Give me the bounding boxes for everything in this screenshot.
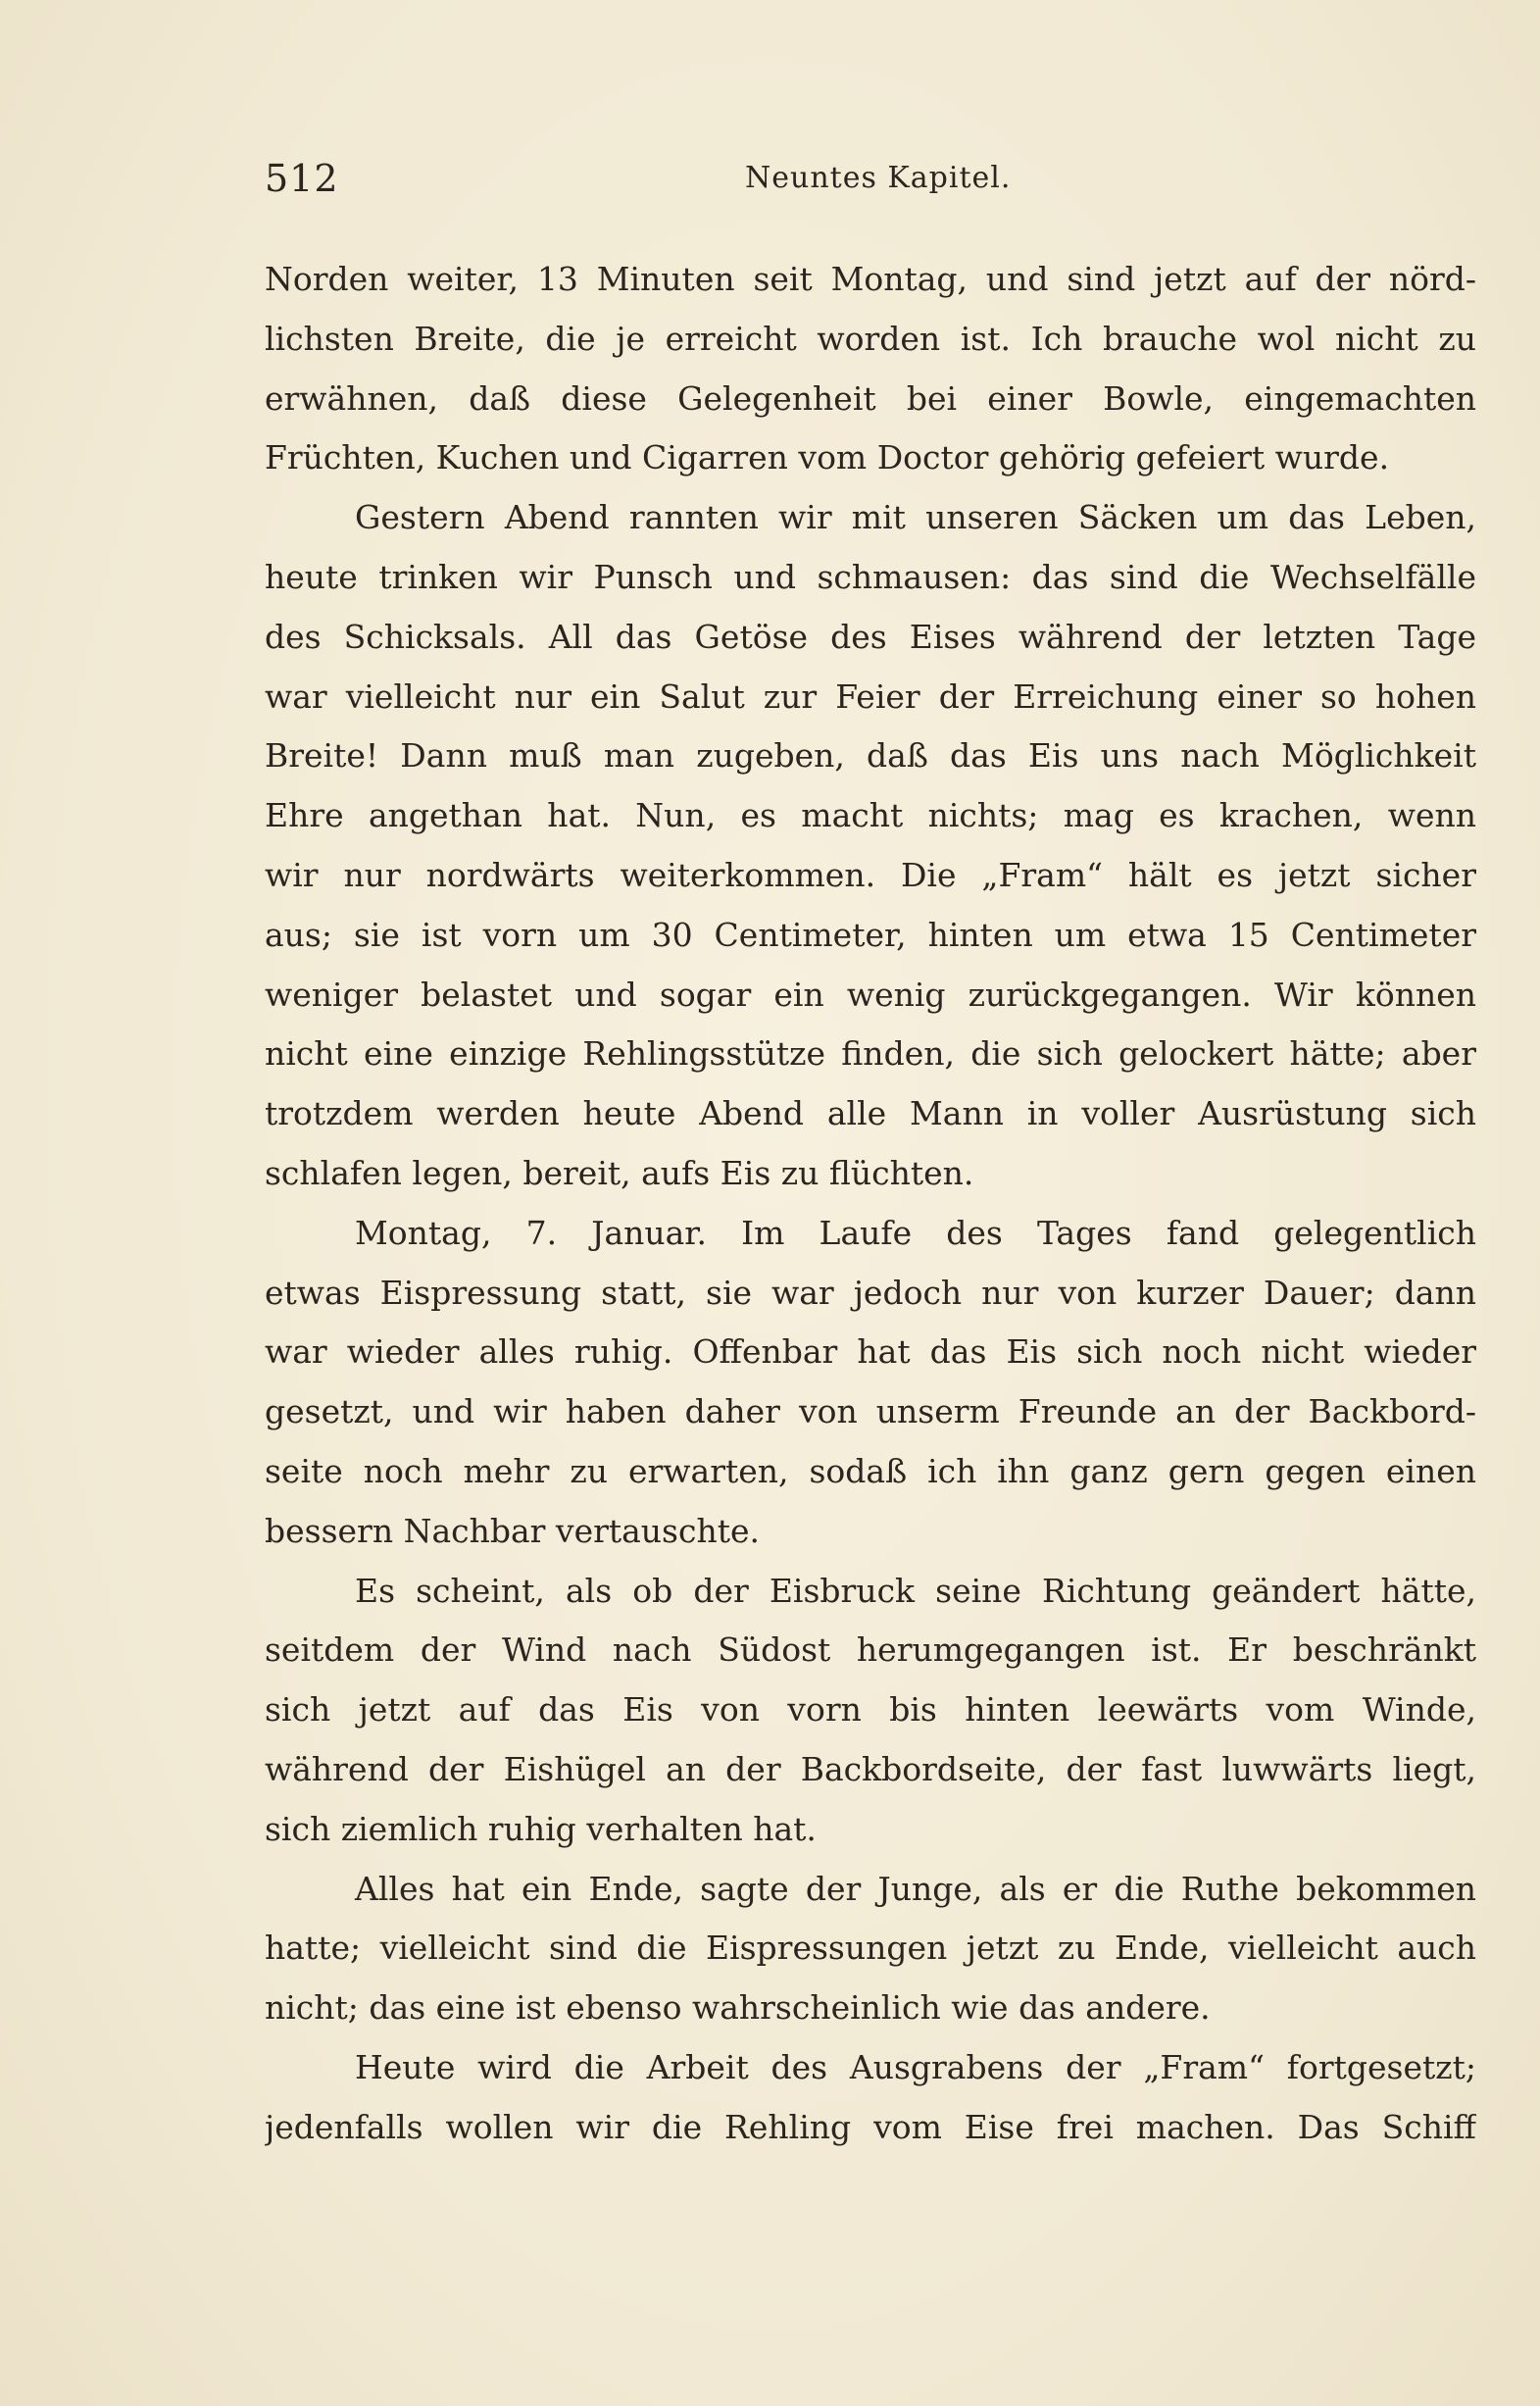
text-line: gesetzt, und wir haben daher von unserm Freunde an der Backbord- xyxy=(265,1392,1476,1431)
text-line: Früchten, Kuchen und Cigarren vom Doctor gehörig gefeiert wurde. xyxy=(265,438,1390,477)
body-text xyxy=(265,250,1476,2158)
page-header xyxy=(265,157,1480,206)
text-line: Norden weiter, 13 Minuten seit Montag, und sind jetzt auf der nörd- xyxy=(265,260,1476,298)
text-line: hatte; vielleicht sind die Eispressungen jetzt zu Ende, vielleicht auch xyxy=(265,1929,1476,1968)
text-line: Ehre angethan hat. Nun, es macht nichts; mag es krachen, wenn xyxy=(265,796,1476,835)
page-number: 512 xyxy=(265,157,339,200)
text-line: Alles hat ein Ende, sagte der Junge, als er die Ruthe bekommen xyxy=(355,1869,1476,1908)
text-line: Es scheint, als ob der Eisbruck seine Richtung geändert hätte, xyxy=(355,1571,1476,1610)
text-line: seite noch mehr zu erwarten, sodaß ich ihn ganz gern gegen einen xyxy=(265,1451,1476,1490)
text-line: Montag, 7. Januar. Im Laufe des Tages fand gelegentlich xyxy=(355,1213,1476,1252)
text-line: schlafen legen, bereit, aufs Eis zu flüchten. xyxy=(265,1153,974,1192)
text-line: nicht; das eine ist ebenso wahrscheinlich wie das andere. xyxy=(265,1988,1211,2028)
text-line: seitdem der Wind nach Südost herumgegangen ist. Er beschränkt xyxy=(265,1630,1476,1670)
text-line: des Schicksals. All das Getöse des Eises während der letzten Tage xyxy=(265,617,1476,656)
text-line: jedenfalls wollen wir die Rehling vom Eise frei machen. Das Schiff xyxy=(265,2107,1476,2146)
text-line: Gestern Abend rannten wir mit unseren Säcken um das Leben, xyxy=(355,498,1476,537)
text-line: sich jetzt auf das Eis von vorn bis hinten leewärts vom Winde, xyxy=(265,1690,1476,1729)
text-line: trotzdem werden heute Abend alle Mann in voller Ausrüstung sich xyxy=(265,1094,1476,1133)
text-line: Heute wird die Arbeit des Ausgrabens der „Fram“ fortgesetzt; xyxy=(355,2047,1476,2086)
text-line: nicht eine einzige Rehlingsstütze finden, die sich gelockert hätte; aber xyxy=(265,1034,1476,1074)
text-line: erwähnen, daß diese Gelegenheit bei einer Bowle, eingemachten xyxy=(265,378,1476,418)
text-line: aus; sie ist vorn um 30 Centimeter, hinten um etwa 15 Centimeter xyxy=(265,915,1476,954)
text-line: sich ziemlich ruhig verhalten hat. xyxy=(265,1809,817,1848)
text-line: weniger belastet und sogar ein wenig zurückgegangen. Wir können xyxy=(265,975,1476,1014)
text-line: war vielleicht nur ein Salut zur Feier der Erreichung einer so hohen xyxy=(265,677,1476,716)
running-head: Neuntes Kapitel. xyxy=(745,161,1012,195)
text-line: wir nur nordwärts weiterkommen. Die „Fram“ hält es jetzt sicher xyxy=(265,855,1476,894)
text-line: Breite! Dann muß man zugeben, daß das Eis uns nach Möglichkeit xyxy=(265,736,1476,776)
text-line: etwas Eispressung statt, sie war jedoch nur von kurzer Dauer; dann xyxy=(265,1273,1476,1312)
text-line: war wieder alles ruhig. Offenbar hat das Eis sich noch nicht wieder xyxy=(265,1332,1476,1372)
text-line: bessern Nachbar vertauschte. xyxy=(265,1511,761,1550)
text-line: lichsten Breite, die je erreicht worden ist. Ich brauche wol nicht zu xyxy=(265,319,1476,358)
text-line: heute trinken wir Punsch und schmausen: das sind die Wechselfälle xyxy=(265,557,1476,596)
text-line: während der Eishügel an der Backbordseite, der fast luwwärts liegt, xyxy=(265,1749,1476,1788)
